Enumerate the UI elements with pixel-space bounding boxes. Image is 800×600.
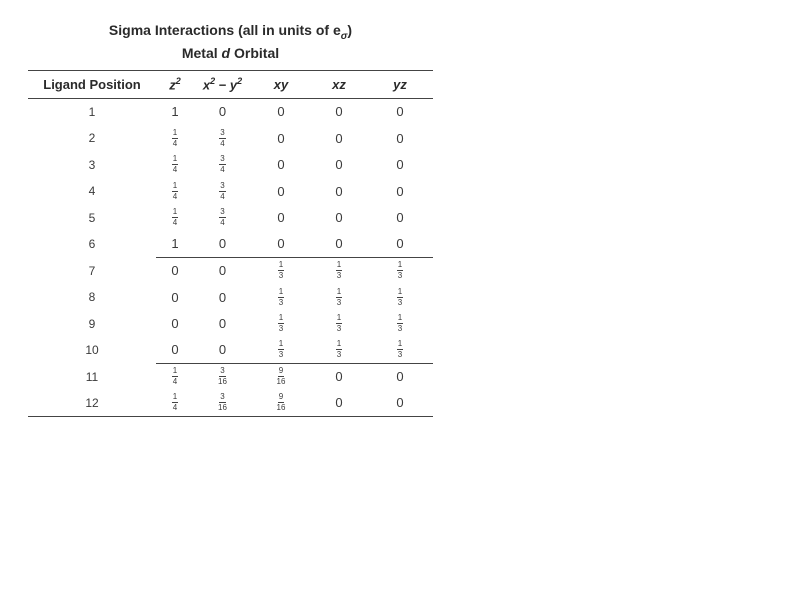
value-cell-xz: 0	[335, 236, 343, 252]
fraction-denominator: 4	[172, 377, 178, 387]
fraction-denominator: 16	[218, 377, 227, 387]
fraction-numerator: 1	[397, 313, 403, 323]
value-cell-x2y2	[194, 125, 251, 152]
value-cell-x2y2	[194, 390, 251, 417]
value-cell-z2	[156, 363, 194, 390]
value-cell-xz: 0	[311, 390, 367, 417]
fraction	[278, 261, 284, 280]
fraction-denominator: 4	[220, 165, 225, 175]
header-ligand-position: Ligand Position	[28, 70, 156, 98]
value-cell-x2y2	[194, 178, 251, 205]
fraction-numerator: 1	[336, 260, 342, 270]
fraction	[397, 314, 403, 333]
ligand-position-cell: 7	[88, 263, 96, 278]
value-cell-xy: 0	[277, 236, 285, 252]
ligand-position-cell: 5	[88, 210, 96, 225]
fraction-denominator: 4	[172, 191, 178, 201]
header-yz: yz	[367, 70, 433, 98]
value-cell-x2y2: 0	[218, 289, 227, 305]
fraction-numerator: 1	[336, 313, 342, 323]
fraction-numerator: 1	[172, 154, 178, 164]
value-cell-x2y2: 0	[218, 316, 227, 332]
value-cell-xz	[311, 310, 367, 337]
value-cell-x2y2: 0	[194, 257, 251, 284]
fraction-denominator: 3	[397, 350, 403, 360]
sigma-interactions-table	[28, 70, 433, 417]
ligand-position-cell: 6	[88, 237, 96, 252]
fraction-denominator: 16	[276, 403, 286, 413]
ligand-position-cell: 9	[88, 316, 96, 331]
fraction-denominator: 3	[397, 324, 403, 334]
fraction-denominator: 3	[278, 324, 284, 334]
fraction-denominator: 3	[278, 271, 284, 281]
table-body	[28, 98, 433, 416]
fraction-denominator: 4	[172, 138, 178, 148]
fraction-denominator: 3	[336, 271, 342, 281]
sigma-interactions-table-block	[28, 22, 433, 417]
fraction	[397, 340, 403, 359]
fraction	[172, 367, 178, 386]
table-row	[28, 178, 433, 205]
value-cell-x2y2: 0	[218, 104, 227, 120]
fraction	[172, 393, 178, 412]
fraction-denominator: 3	[278, 297, 284, 307]
ligand-position-cell: 2	[88, 131, 96, 146]
value-cell-xy: 0	[277, 104, 285, 120]
value-cell-z2: 0	[171, 289, 179, 305]
fraction	[336, 314, 342, 333]
fraction	[218, 393, 227, 412]
fraction-denominator: 4	[172, 403, 178, 413]
fraction	[397, 288, 403, 307]
fraction-numerator: 1	[336, 339, 342, 349]
table-row	[28, 310, 433, 337]
table-title-line2: Metal d Orbital	[181, 44, 280, 61]
fraction-numerator: 1	[278, 313, 284, 323]
value-cell-z2	[156, 178, 194, 205]
header-x2-y2: $x^2 - y^2$	[194, 70, 251, 98]
value-cell-z2	[156, 204, 194, 231]
header-z2: $z^2$	[156, 70, 194, 98]
value-cell-yz: 0	[396, 236, 404, 252]
fraction-numerator: 3	[220, 127, 225, 137]
value-cell-z2: 0	[171, 342, 179, 358]
fraction-denominator: 4	[220, 138, 225, 148]
value-cell-x2y2	[194, 363, 251, 390]
fraction-numerator: 3	[220, 154, 225, 164]
fraction	[219, 182, 225, 201]
fraction-numerator: 1	[278, 260, 284, 270]
fraction-numerator: 1	[172, 127, 178, 137]
fraction-numerator: 3	[220, 180, 225, 190]
fraction-denominator: 3	[397, 297, 403, 307]
fraction	[336, 340, 342, 359]
fraction-numerator: 1	[172, 392, 178, 402]
fraction-numerator: 1	[336, 286, 342, 296]
value-cell-yz	[367, 337, 433, 364]
value-cell-yz: 0	[396, 130, 404, 146]
fraction-denominator: 4	[220, 191, 225, 201]
value-cell-xz	[311, 257, 367, 284]
value-cell-xy	[251, 363, 311, 390]
fraction-numerator: 1	[397, 339, 403, 349]
fraction-numerator: 1	[397, 260, 403, 270]
fraction	[336, 261, 342, 280]
fraction	[397, 261, 403, 280]
header-row	[28, 70, 433, 98]
value-cell-z2: 1	[171, 236, 179, 252]
table-row	[28, 337, 433, 364]
ligand-position-cell: 8	[88, 290, 96, 305]
table-row	[28, 204, 433, 231]
ligand-position-cell: 11	[85, 369, 99, 384]
value-cell-xz: 0	[311, 363, 367, 390]
table-row	[28, 257, 433, 284]
fraction-numerator: 1	[278, 286, 284, 296]
ligand-position-cell: 1	[88, 104, 96, 119]
table-title-line1: Sigma Interactions (all in units of $e_\sigma$)	[108, 22, 353, 42]
value-cell-z2	[156, 390, 194, 417]
value-cell-xz: 0	[335, 130, 343, 146]
fraction-denominator: 16	[276, 377, 286, 387]
fraction-denominator: 3	[397, 271, 403, 281]
fraction-numerator: 1	[172, 180, 178, 190]
value-cell-yz: 0	[396, 157, 404, 173]
value-cell-xy	[251, 390, 311, 417]
value-cell-yz: 0	[396, 104, 404, 120]
fraction	[277, 393, 286, 412]
fraction-denominator: 16	[218, 403, 227, 413]
value-cell-z2	[156, 125, 194, 152]
value-cell-xy	[251, 257, 311, 284]
value-cell-yz	[367, 284, 433, 311]
fraction	[278, 340, 284, 359]
fraction-numerator: 1	[172, 207, 178, 217]
value-cell-xy: 0	[277, 157, 285, 173]
fraction	[172, 129, 178, 148]
fraction-numerator: 1	[172, 366, 178, 376]
value-cell-xy: 0	[277, 130, 285, 146]
fraction	[172, 208, 178, 227]
fraction-numerator: 3	[220, 392, 225, 402]
value-cell-x2y2	[194, 204, 251, 231]
value-cell-z2: 1	[171, 104, 179, 120]
value-cell-xy	[251, 284, 311, 311]
table-row	[28, 125, 433, 152]
value-cell-yz: 0	[396, 183, 404, 199]
fraction-numerator: 9	[278, 392, 284, 402]
fraction-denominator: 4	[220, 218, 225, 228]
fraction	[172, 155, 178, 174]
value-cell-x2y2: 0	[218, 342, 227, 358]
value-cell-yz: 0	[367, 363, 433, 390]
fraction	[277, 367, 286, 386]
header-xz: xz	[311, 70, 367, 98]
value-cell-yz: 0	[396, 210, 404, 226]
ligand-position-cell: 4	[88, 184, 96, 199]
fraction-numerator: 9	[278, 366, 284, 376]
fraction-denominator: 3	[336, 350, 342, 360]
value-cell-xz	[311, 284, 367, 311]
fraction-denominator: 4	[172, 218, 178, 228]
fraction-denominator: 3	[336, 324, 342, 334]
fraction	[219, 129, 225, 148]
ligand-position-cell: 3	[88, 157, 96, 172]
fraction-numerator: 3	[220, 207, 225, 217]
fraction	[219, 208, 225, 227]
table-row	[28, 151, 433, 178]
value-cell-x2y2: 0	[218, 236, 227, 252]
table-title	[28, 22, 433, 62]
fraction	[336, 288, 342, 307]
value-cell-xy: 0	[277, 183, 285, 199]
fraction	[218, 367, 227, 386]
value-cell-yz	[367, 257, 433, 284]
fraction	[278, 314, 284, 333]
fraction-denominator: 3	[336, 297, 342, 307]
table-row	[28, 390, 433, 417]
value-cell-xz	[311, 337, 367, 364]
table-row	[28, 231, 433, 258]
table-row	[28, 363, 433, 390]
value-cell-xy: 0	[277, 210, 285, 226]
value-cell-xz: 0	[335, 210, 343, 226]
fraction-numerator: 1	[278, 339, 284, 349]
ligand-position-cell: 10	[85, 343, 99, 358]
fraction-denominator: 4	[172, 165, 178, 175]
ligand-position-cell: 12	[28, 390, 156, 417]
value-cell-z2: 0	[171, 316, 179, 332]
fraction	[278, 288, 284, 307]
fraction	[172, 182, 178, 201]
table-row	[28, 98, 433, 125]
value-cell-xy	[251, 310, 311, 337]
value-cell-yz	[367, 310, 433, 337]
value-cell-yz: 0	[367, 390, 433, 417]
value-cell-xy	[251, 337, 311, 364]
value-cell-xz: 0	[335, 183, 343, 199]
fraction-numerator: 1	[397, 286, 403, 296]
value-cell-z2: 0	[156, 257, 194, 284]
value-cell-x2y2	[194, 151, 251, 178]
fraction	[219, 155, 225, 174]
fraction-denominator: 3	[278, 350, 284, 360]
value-cell-z2	[156, 151, 194, 178]
fraction-numerator: 3	[220, 366, 225, 376]
value-cell-xz: 0	[335, 157, 343, 173]
table-row	[28, 284, 433, 311]
value-cell-xz: 0	[335, 104, 343, 120]
header-xy: xy	[251, 70, 311, 98]
